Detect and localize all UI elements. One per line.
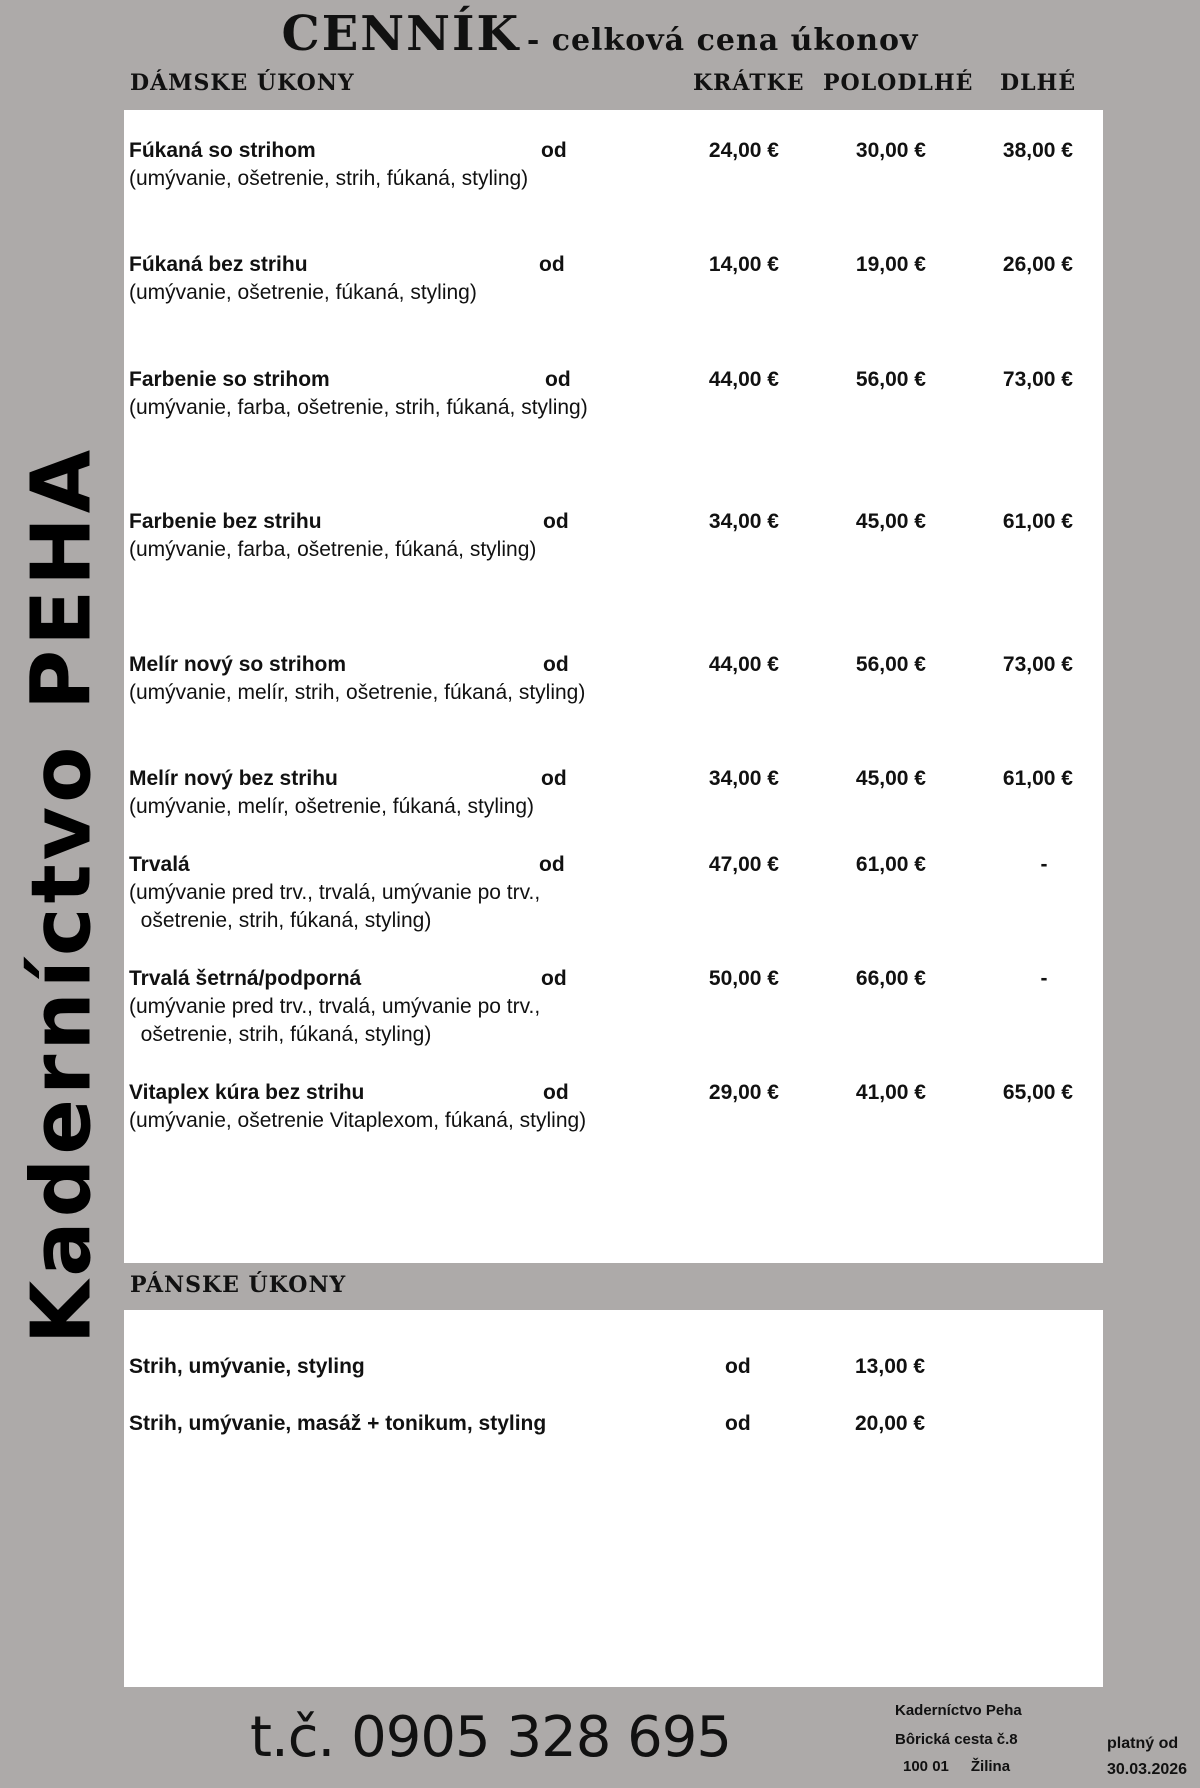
price-short: 47,00 €	[708, 853, 779, 876]
service-description: (umývanie, melír, strih, ošetrenie, fúkaná, styling)	[129, 681, 586, 704]
service-description: (umývanie pred trv., trvalá, umývanie po trv., ošetrenie, strih, fúkaná, styling)	[129, 881, 541, 932]
price-long: 65,00 €	[1002, 1081, 1073, 1104]
price-short: 44,00 €	[708, 653, 779, 676]
price-medium: 56,00 €	[855, 653, 926, 676]
price-long: 61,00 €	[1002, 510, 1073, 533]
title-sub: - celková cena úkonov	[526, 23, 919, 58]
service-name: Trvalá šetrná/podporná	[129, 967, 362, 990]
price-medium: 30,00 €	[855, 139, 926, 162]
from-label: od	[725, 1412, 751, 1435]
price-long: 38,00 €	[1002, 139, 1073, 162]
column-header-medium: POLODLHÉ	[823, 70, 974, 96]
company-name: Kaderníctvo Peha	[895, 1702, 1022, 1719]
men-section-label: PÁNSKE ÚKONY	[130, 1272, 347, 1298]
price-medium: 45,00 €	[855, 767, 926, 790]
brand-vertical	[0, 0, 124, 1400]
service-name: Fúkaná so strihom	[129, 139, 316, 162]
brand-logo-text: Kaderníctvo PEHA	[14, 445, 110, 1345]
price-short: 34,00 €	[708, 510, 779, 533]
price-long: -	[1040, 853, 1048, 876]
women-section-label: DÁMSKE ÚKONY	[130, 70, 355, 96]
price-medium: 61,00 €	[855, 853, 926, 876]
service-description: (umývanie, farba, ošetrenie, fúkaná, styling)	[129, 538, 537, 561]
service-name: Trvalá	[129, 853, 190, 876]
price-long: 26,00 €	[1002, 253, 1073, 276]
valid-from-label: platný od	[1107, 1735, 1179, 1752]
service-name: Strih, umývanie, masáž + tonikum, styling	[129, 1412, 547, 1435]
service-name: Melír nový bez strihu	[129, 767, 338, 790]
from-label: od	[541, 967, 567, 990]
service-name: Strih, umývanie, styling	[129, 1355, 365, 1378]
from-label: od	[543, 1081, 569, 1104]
price-short: 24,00 €	[708, 139, 779, 162]
price: 13,00 €	[855, 1355, 926, 1378]
price-long: -	[1040, 967, 1048, 990]
column-header-short: KRÁTKE	[693, 70, 805, 96]
men-price-panel	[124, 1310, 1103, 1687]
from-label: od	[539, 253, 565, 276]
service-description: (umývanie, ošetrenie Vitaplexom, fúkaná, styling)	[129, 1109, 587, 1132]
from-label: od	[541, 139, 567, 162]
service-name: Melír nový so strihom	[129, 653, 347, 676]
service-description: (umývanie, ošetrenie, strih, fúkaná, styling)	[129, 167, 529, 190]
from-label: od	[725, 1355, 751, 1378]
service-description: (umývanie, ošetrenie, fúkaná, styling)	[129, 281, 477, 304]
price-medium: 66,00 €	[855, 967, 926, 990]
from-label: od	[541, 767, 567, 790]
price-short: 44,00 €	[708, 368, 779, 391]
page-title	[0, 6, 1200, 62]
service-description: (umývanie, farba, ošetrenie, strih, fúkaná, styling)	[129, 396, 588, 419]
street-address: Bôrická cesta č.8	[895, 1731, 1018, 1748]
price-long: 73,00 €	[1002, 368, 1073, 391]
price-short: 50,00 €	[708, 967, 779, 990]
title-main: CENNÍK	[281, 6, 521, 62]
women-price-panel	[124, 110, 1103, 1263]
from-label: od	[539, 853, 565, 876]
price: 20,00 €	[855, 1412, 926, 1435]
price-short: 29,00 €	[708, 1081, 779, 1104]
service-name: Farbenie so strihom	[129, 368, 330, 391]
service-name: Fúkaná bez strihu	[129, 253, 308, 276]
price-short: 14,00 €	[708, 253, 779, 276]
service-name: Farbenie bez strihu	[129, 510, 322, 533]
zip-code: 100 01	[903, 1758, 949, 1775]
service-description: (umývanie pred trv., trvalá, umývanie po trv., ošetrenie, strih, fúkaná, styling)	[129, 995, 541, 1046]
price-short: 34,00 €	[708, 767, 779, 790]
price-medium: 41,00 €	[855, 1081, 926, 1104]
price-long: 73,00 €	[1002, 653, 1073, 676]
from-label: od	[545, 368, 571, 391]
price-long: 61,00 €	[1002, 767, 1073, 790]
valid-from-date: 30.03.2026	[1107, 1761, 1188, 1778]
city: Žilina	[970, 1758, 1011, 1775]
service-name: Vitaplex kúra bez strihu	[129, 1081, 365, 1104]
phone-number: t.č. 0905 328 695	[250, 1705, 732, 1770]
service-description: (umývanie, melír, ošetrenie, fúkaná, styling)	[129, 795, 535, 818]
postal-city	[903, 1758, 1010, 1775]
from-label: od	[543, 653, 569, 676]
from-label: od	[543, 510, 569, 533]
price-medium: 56,00 €	[855, 368, 926, 391]
price-medium: 19,00 €	[855, 253, 926, 276]
price-medium: 45,00 €	[855, 510, 926, 533]
column-header-long: DLHÉ	[1000, 70, 1077, 96]
